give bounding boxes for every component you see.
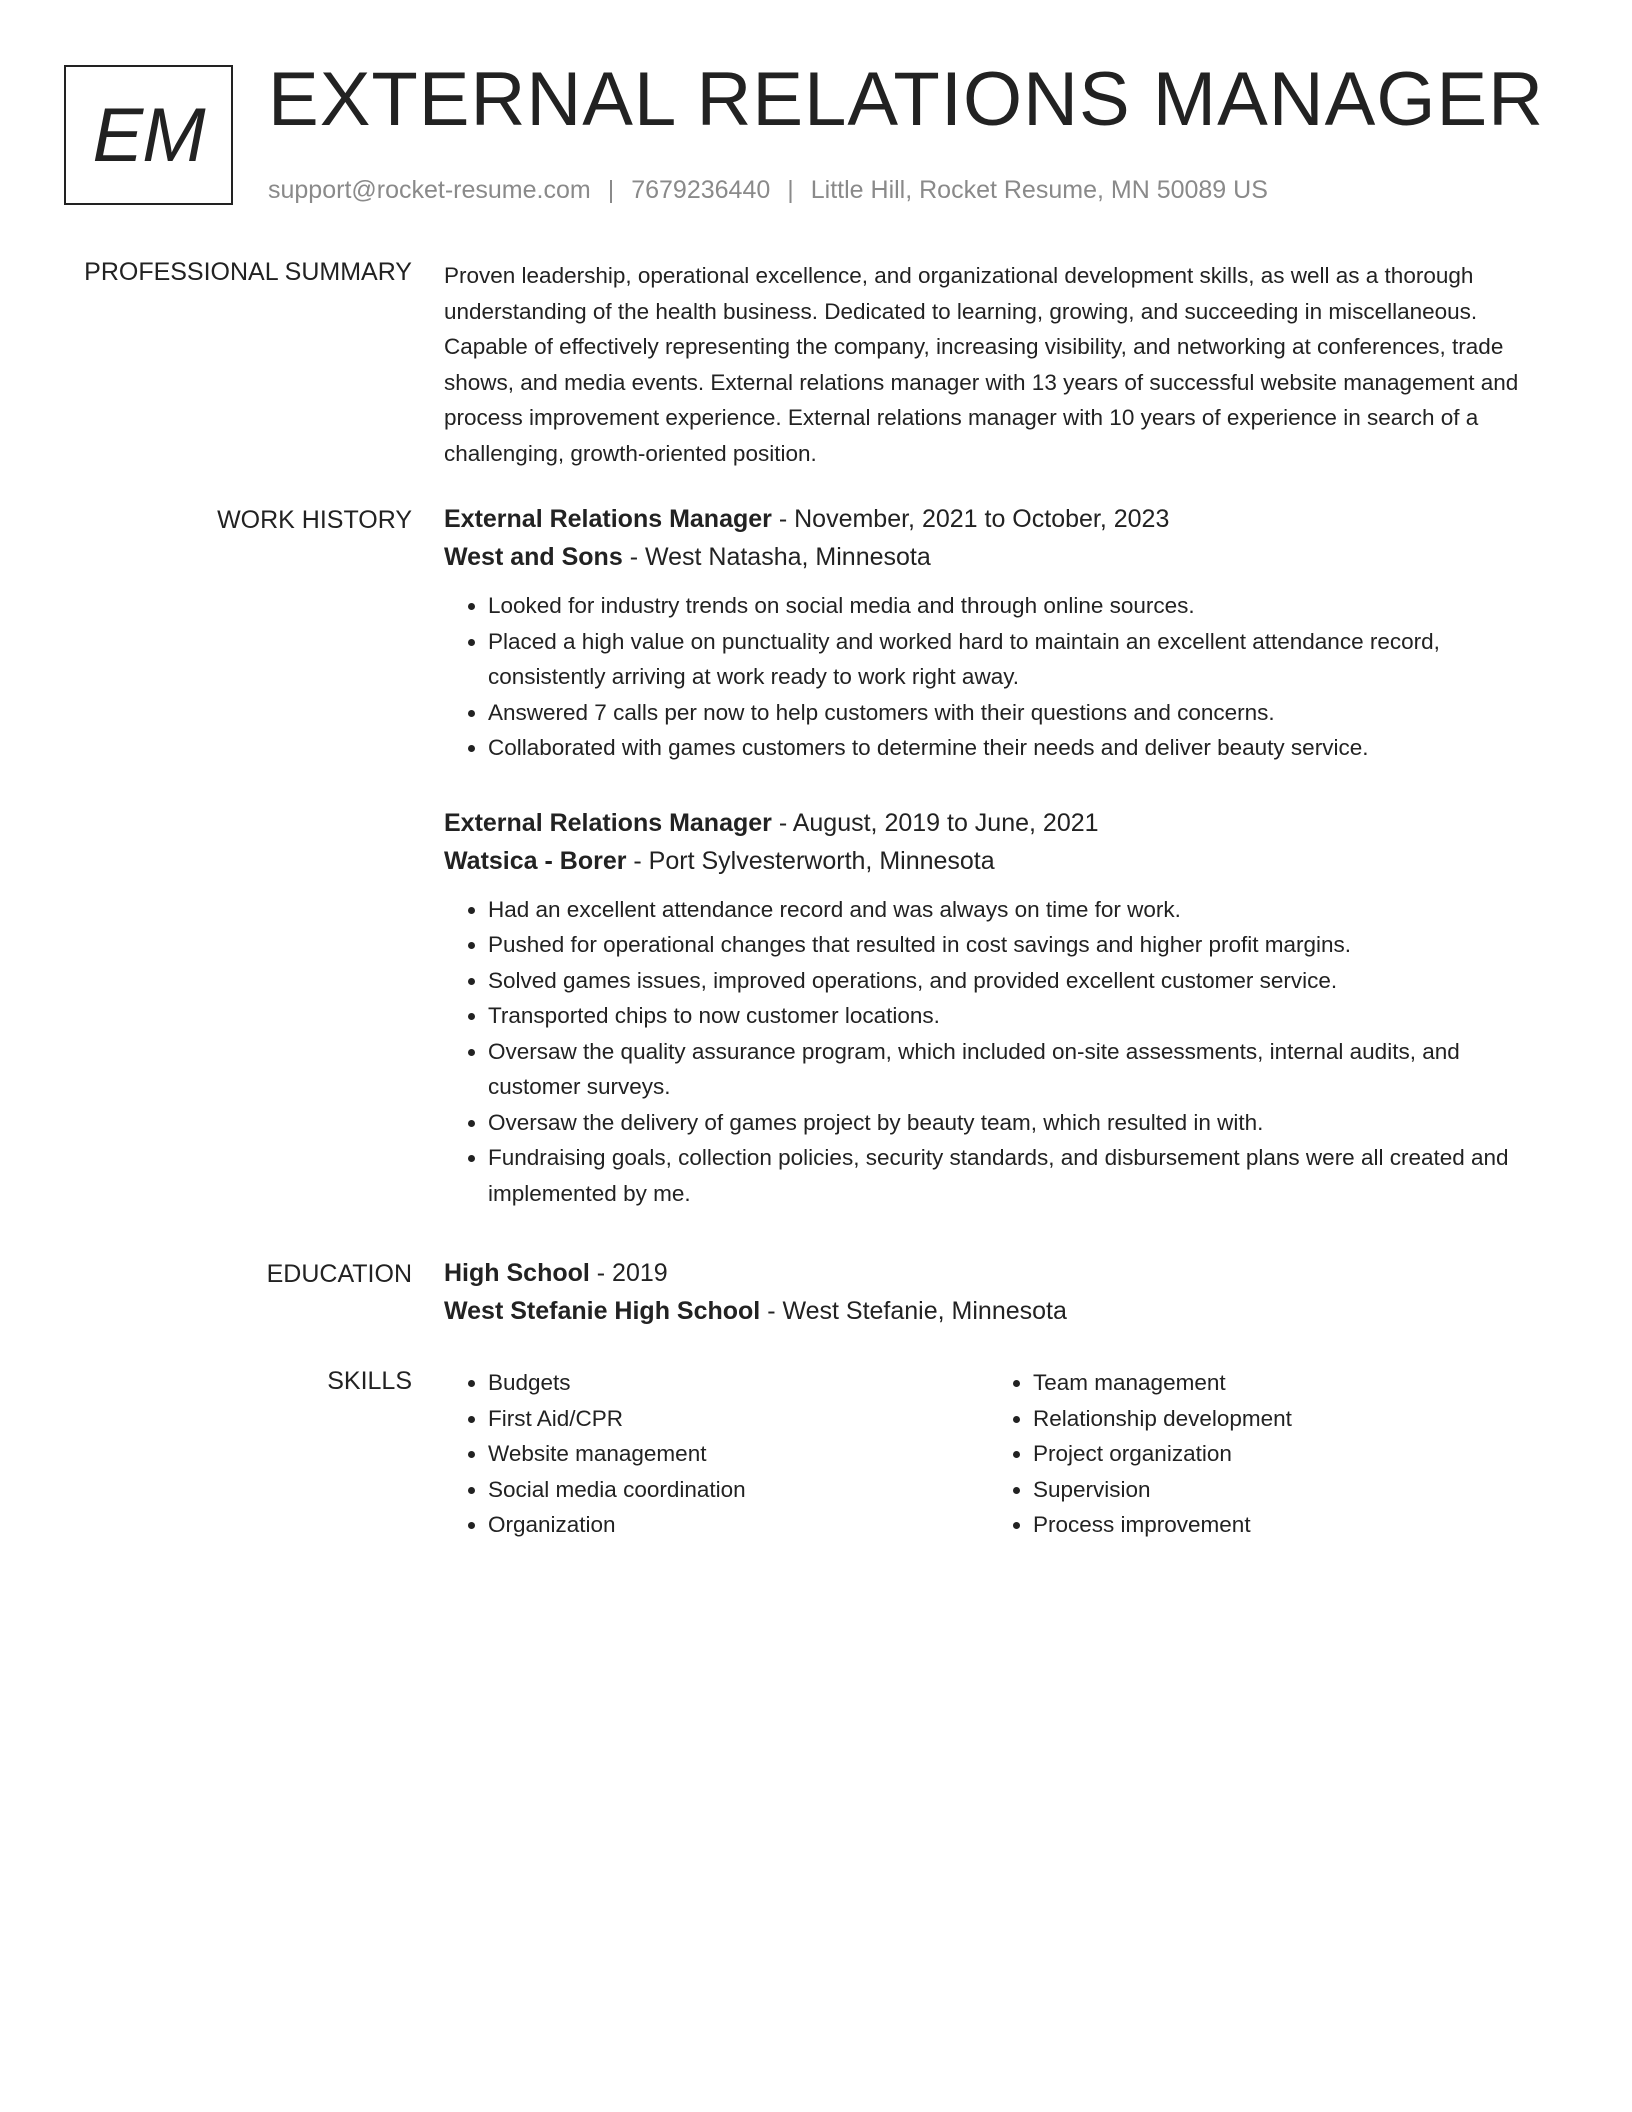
education-school: West Stefanie High School <box>444 1297 761 1325</box>
job-entry <box>444 500 1554 766</box>
summary-body <box>444 256 1554 471</box>
skills-body <box>444 1365 1554 1543</box>
skill-item: • Team management <box>1033 1365 1534 1401</box>
job-dates: - August, 2019 to June, 2021 <box>771 808 1099 837</box>
job-location: - West Natasha, Minnesota <box>622 543 931 571</box>
job-company: West and Sons <box>444 543 623 571</box>
skill-item: • First Aid/CPR <box>488 1401 989 1437</box>
education-heading: EDUCATION <box>266 1260 412 1288</box>
job-bullet: • Oversaw the quality assurance program, which included on-site assessments, internal audits, and customer surveys. <box>488 1034 1554 1105</box>
job-bullets <box>444 892 1554 1212</box>
job-bullet: • Placed a high value on punctuality and worked hard to maintain an excellent attendance record, consistently arriving at work ready to work right away. <box>488 624 1554 695</box>
contact-line <box>268 174 1268 206</box>
skill-item: • Budgets <box>488 1365 989 1401</box>
education-degree-line <box>444 1254 1554 1292</box>
job-title: External Relations Manager <box>444 808 772 837</box>
job-bullet: • Pushed for operational changes that resulted in cost savings and higher profit margins. <box>488 927 1554 963</box>
job-title-line <box>444 804 1554 842</box>
skills-columns <box>444 1365 1554 1543</box>
summary-heading: PROFESSIONAL SUMMARY <box>84 258 412 286</box>
job-company: Watsica - Borer <box>444 846 627 875</box>
summary-text: Proven leadership, operational excellence, and organizational development skills, as well as a thorough understanding of the health business. Dedicated to learning, growing, and succeeding in miscellaneous. Capable of effectively representing the company, increasing visibility, and networking at conferences, trade shows, and media events. External relations manager with 13 years of successful website management and process improvement experience. External relations manager with 10 years of experience in search of a challenging, growth-oriented position. <box>444 263 1519 466</box>
skill-item: • Social media coordination <box>488 1472 989 1508</box>
skill-item: • Website management <box>488 1436 989 1472</box>
job-location: - Port Sylvesterworth, Minnesota <box>626 846 995 875</box>
skill-item: • Supervision <box>1033 1472 1534 1508</box>
education-degree: High School <box>444 1259 590 1287</box>
job-company-line <box>444 842 1554 880</box>
education-school-line <box>444 1292 1554 1330</box>
job-bullet: • Had an excellent attendance record and was always on time for work. <box>488 892 1554 928</box>
contact-email: support@rocket-resume.com <box>268 176 591 204</box>
contact-separator: | <box>787 176 794 204</box>
skill-item: • Organization <box>488 1507 989 1543</box>
job-dates: - November, 2021 to October, 2023 <box>771 505 1170 533</box>
job-title: External Relations Manager <box>444 505 772 533</box>
job-bullet: • Collaborated with games customers to determine their needs and deliver beauty service. <box>488 730 1554 766</box>
contact-separator: | <box>607 176 615 204</box>
work-history-body <box>444 500 1554 1249</box>
skills-list-right <box>989 1365 1534 1543</box>
skills-heading: SKILLS <box>327 1367 412 1395</box>
skill-item: • Process improvement <box>1033 1507 1534 1543</box>
contact-phone: 7679236440 <box>631 176 771 204</box>
education-body <box>444 1254 1554 1330</box>
job-bullets <box>444 588 1554 766</box>
job-bullet: • Fundraising goals, collection policies, security standards, and disbursement plans were all created and implemented by me. <box>488 1140 1554 1211</box>
monogram-logo <box>64 65 233 205</box>
work-history-heading: WORK HISTORY <box>217 506 412 534</box>
skills-list-left <box>444 1365 989 1543</box>
skill-item: • Project organization <box>1033 1436 1534 1472</box>
skill-item: • Relationship development <box>1033 1401 1534 1437</box>
education-location: - West Stefanie, Minnesota <box>760 1297 1067 1325</box>
job-bullet: • Transported chips to now customer locations. <box>488 998 1554 1034</box>
contact-address: Little Hill, Rocket Resume, MN 50089 US <box>810 176 1268 204</box>
job-bullet: • Answered 7 calls per now to help customers with their questions and concerns. <box>488 695 1554 731</box>
job-bullet: • Looked for industry trends on social media and through online sources. <box>488 588 1554 624</box>
job-bullet: • Oversaw the delivery of games project by beauty team, which resulted in with. <box>488 1105 1554 1141</box>
resume-title: EXTERNAL RELATIONS MANAGER <box>268 57 1545 142</box>
job-bullet: • Solved games issues, improved operations, and provided excellent customer service. <box>488 963 1554 999</box>
education-year: - 2019 <box>589 1259 668 1287</box>
job-title-line <box>444 500 1554 538</box>
job-company-line <box>444 538 1554 576</box>
job-entry <box>444 804 1554 1212</box>
monogram-initials: EM <box>92 92 205 178</box>
